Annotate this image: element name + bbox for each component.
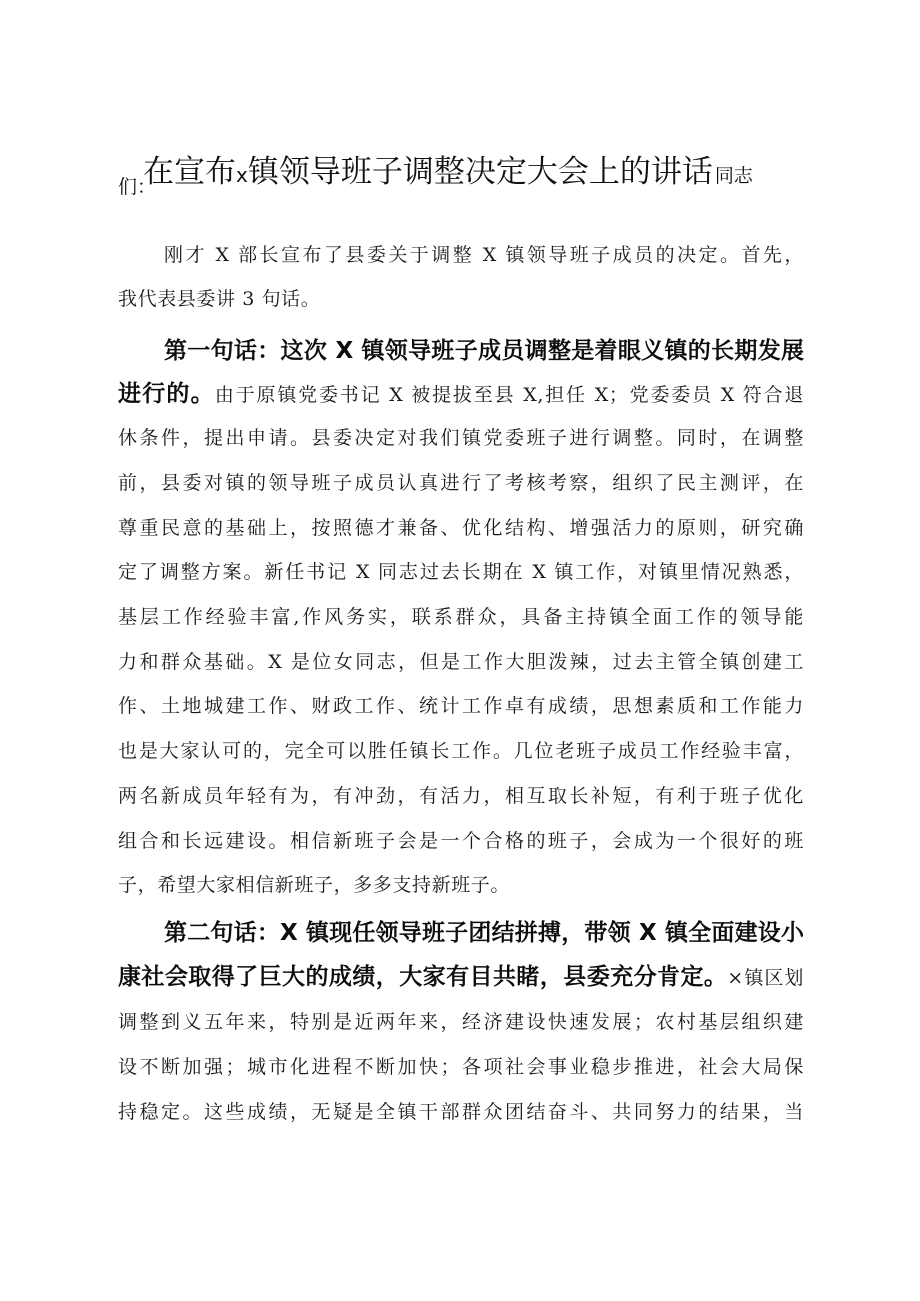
paragraph-3-text: ×镇区划 — [727, 967, 805, 989]
document-title — [143, 146, 753, 191]
paragraph-1-line: 刚才 X 部长宣布了县委关于调整 X 镇领导班子成员的决定。首先， — [164, 244, 804, 266]
paragraph-3-line: 设不断加强；城市化进程不断加快；各项社会事业稳步推进，社会大局保 — [118, 1056, 804, 1078]
paragraph-2-line: 基层工作经验丰富,作风务实，联系群众，具备主持镇全面工作的领导能 — [118, 606, 804, 628]
paragraph-2-heading-line — [164, 336, 804, 366]
paragraph-3-heading-end: 康社会取得了巨大的成绩，大家有目共睹，县委充分肯定。 — [118, 964, 728, 990]
salutation-end: 们： — [118, 176, 157, 198]
paragraph-3-heading-line — [164, 918, 804, 948]
paragraph-2-line: 休条件，提出申请。县委决定对我们镇党委班子进行调整。同时，在调整 — [118, 427, 804, 449]
salutation-start: 同志 — [714, 165, 753, 187]
paragraph-2-line: 力和群众基础。X 是位女同志，但是工作大胆泼辣，过去主管全镇创建工 — [118, 651, 804, 673]
paragraph-3-line: 调整到义五年来，特别是近两年来，经济建设快速发展；农村基层组织建 — [118, 1011, 804, 1033]
paragraph-2-line — [118, 379, 804, 409]
paragraph-2-line: 前，县委对镇的领导班子成员认真进行了考核考察，组织了民主测评，在 — [118, 472, 804, 494]
paragraph-2-line: 定了调整方案。新任书记 X 同志过去长期在 X 镇工作，对镇里情况熟悉， — [118, 561, 804, 583]
title-part-b: 镇领导班子调整决定大会上的讲话 — [247, 154, 713, 190]
paragraph-2-heading: 第一句话：这次 X 镇领导班子成员调整是着眼义镇的长期发展 — [164, 338, 804, 364]
paragraph-2-heading-end: 进行的。 — [118, 381, 215, 407]
paragraph-3-line — [118, 962, 804, 992]
paragraph-2-text: 由于原镇党委书记 X 被提拔至县 X,担任 X；党委委员 X 符合退 — [214, 384, 804, 406]
paragraph-1-line: 我代表县委讲 3 句话。 — [118, 288, 321, 310]
paragraph-2-line: 两名新成员年轻有为，有冲劲，有活力，相互取长补短，有利于班子优化 — [118, 785, 804, 807]
paragraph-3-line: 持稳定。这些成绩，无疑是全镇干部群众团结奋斗、共同努力的结果，当 — [118, 1101, 804, 1123]
paragraph-2-line: 组合和长远建设。相信新班子会是一个合格的班子，会成为一个很好的班 — [118, 830, 804, 852]
paragraph-2-line: 作、土地城建工作、财政工作、统计工作卓有成绩，思想素质和工作能力 — [118, 695, 804, 717]
title-part-a: 在宣布 — [143, 154, 236, 190]
title-x-mark: x — [236, 163, 248, 187]
paragraph-2-line: 子，希望大家相信新班子，多多支持新班子。 — [118, 874, 511, 896]
paragraph-2-line: 也是大家认可的，完全可以胜任镇长工作。几位老班子成员工作经验丰富， — [118, 740, 804, 762]
paragraph-3-heading: 第二句话：X 镇现任领导班子团结拼搏，带领 X 镇全面建设小 — [164, 920, 804, 946]
paragraph-2-line: 尊重民意的基础上，按照德才兼备、优化结构、增强活力的原则，研究确 — [118, 517, 804, 539]
